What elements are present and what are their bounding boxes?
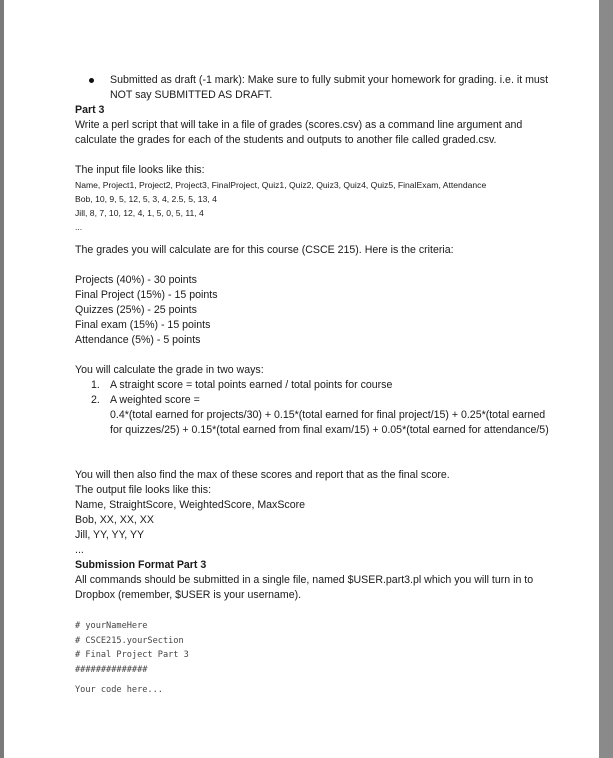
part3-intro: Write a perl script that will take in a file of grades (scores.csv) as a command line argument and calculate the grades for each of the students and outputs to another file called graded.csv.	[75, 119, 523, 146]
criteria-final-exam: Final exam (15%) - 15 points	[75, 319, 211, 331]
code-line-hashes: ##############	[75, 665, 148, 676]
way-item-weighted	[75, 393, 555, 408]
output-line-ellipsis: ...	[75, 544, 84, 556]
output-section	[75, 468, 555, 558]
criteria-intro: The grades you will calculate are for this course (CSCE 215). Here is the criteria:	[75, 244, 454, 256]
way-text: A weighted score =	[110, 394, 200, 406]
output-line-bob: Bob, XX, XX, XX	[75, 514, 154, 526]
output-line-jill: Jill, YY, YY, YY	[75, 529, 145, 541]
way-number: 1.	[91, 379, 100, 391]
criteria-final-project: Final Project (15%) - 15 points	[75, 289, 218, 301]
bullet-text: Submitted as draft (-1 mark): Make sure to fully submit your homework for grading. i.e. it must NOT say SUBMITTED AS DRAFT.	[110, 74, 549, 101]
way-text: A straight score = total points earned / total points for course	[110, 379, 393, 391]
input-line-bob: Bob, 10, 9, 5, 12, 5, 3, 4, 2.5, 5, 13, 4	[75, 194, 217, 204]
right-scrollbar[interactable]	[599, 0, 613, 758]
output-line-header: Name, StraightScore, WeightedScore, MaxScore	[75, 499, 306, 511]
input-example	[75, 178, 555, 234]
submission-heading: Submission Format Part 3	[75, 559, 207, 571]
input-line-ellipsis: ...	[75, 222, 83, 232]
submission-text: All commands should be submitted in a single file, named $USER.part3.pl which you will turn in to Dropbox (remember, $USER is your username).	[75, 574, 534, 601]
way-item-straight	[75, 378, 555, 393]
code-template	[75, 619, 555, 678]
ways-intro: You will calculate the grade in two ways:	[75, 364, 264, 376]
output-intro: The output file looks like this:	[75, 484, 212, 496]
bullet-item	[75, 73, 555, 103]
code-line-name: # yourNameHere	[75, 621, 148, 631]
code-line-section: # CSCE215.yourSection	[75, 635, 184, 646]
criteria-list	[75, 273, 555, 348]
way-number: 2.	[91, 394, 100, 406]
part3-heading: Part 3	[75, 104, 105, 116]
input-line-jill: Jill, 8, 7, 10, 12, 4, 1, 5, 0, 5, 11, 4	[75, 208, 204, 218]
ways-list	[75, 378, 555, 438]
input-line-header: Name, Project1, Project2, Project3, FinalProject, Quiz1, Quiz2, Quiz3, Quiz4, Quiz5, FinalExam, Attendance	[75, 180, 487, 190]
criteria-attendance: Attendance (5%) - 5 points	[75, 334, 201, 346]
max-intro: You will then also find the max of these scores and report that as the final score.	[75, 469, 450, 481]
criteria-projects: Projects (40%) - 30 points	[75, 274, 197, 286]
code-line-project: # Final Project Part 3	[75, 650, 189, 661]
input-intro: The input file looks like this:	[75, 164, 205, 176]
code-placeholder: Your code here...	[75, 685, 163, 695]
weighted-formula: 0.4*(total earned for projects/30) + 0.15*(total earned for final project/15) + 0.25*(total earned for quizzes/25) + 0.15*(total earned from final exam/15) + 0.05*(total earned for attendance/5)	[110, 409, 549, 436]
left-edge	[0, 0, 4, 758]
criteria-quizzes: Quizzes (25%) - 25 points	[75, 304, 197, 316]
bullet-dot-icon	[89, 78, 94, 83]
